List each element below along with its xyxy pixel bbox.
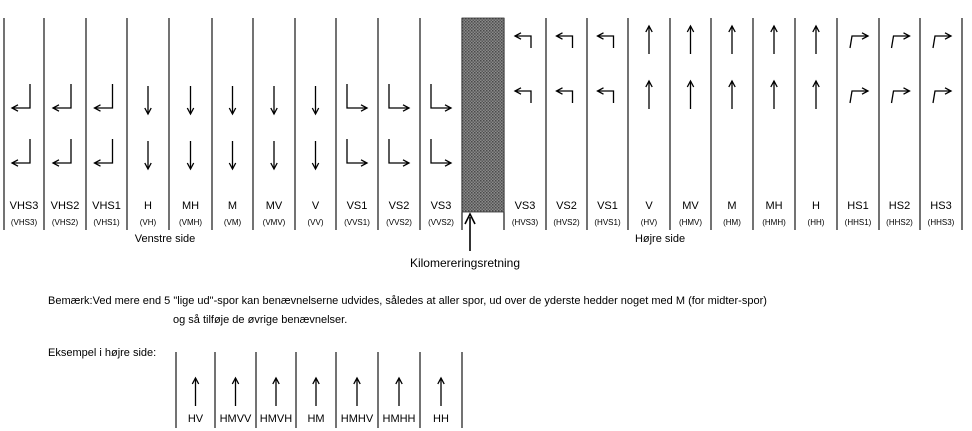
track-label: VS1 (597, 200, 618, 212)
track-arrow-down-right-icon (389, 84, 409, 166)
track-right-6 (762, 26, 786, 227)
right-side-caption: Højre side (634, 233, 686, 245)
track-arrow-up-icon (813, 26, 819, 109)
track-label: MH (765, 200, 783, 212)
track-arrow-down-icon (229, 86, 235, 169)
track-code: (VV) (307, 218, 324, 227)
track-right-7 (808, 26, 825, 227)
track-right-2 (594, 33, 621, 227)
example-track-3 (307, 378, 324, 425)
direction-label: Kilomereringsretning (409, 256, 521, 270)
track-right-10 (928, 33, 955, 227)
track-arrow-up-right-icon (892, 33, 910, 103)
track-arrow-up-right-icon (933, 33, 951, 103)
track-label: V (645, 200, 653, 212)
track-code: (VMH) (178, 218, 203, 227)
track-code: (VH) (139, 218, 157, 227)
track-left-7 (308, 86, 324, 227)
median-strip (462, 18, 504, 212)
track-code: (HVS2) (553, 218, 580, 227)
track-left-3 (140, 86, 157, 227)
track-code: (HVS1) (594, 218, 621, 227)
example-track-6 (433, 378, 449, 425)
track-label: VS2 (556, 200, 577, 212)
note-line-2: og så tilføje de øvrige benævnelser. (173, 314, 348, 326)
track-code: (HH) (807, 218, 825, 227)
track-arrow-down-left-icon (12, 84, 30, 166)
up-arrow-icon (396, 378, 402, 406)
track-arrow-up-icon (646, 26, 652, 109)
track-label: VS3 (430, 200, 452, 212)
track-arrow-up-left-icon (515, 33, 531, 103)
example-title: Eksempel i højre side: (48, 347, 157, 359)
track-code: (HHS3) (927, 218, 955, 227)
track-arrow-up-left-icon (557, 33, 573, 103)
track-label: VS2 (388, 200, 410, 212)
track-arrow-up-icon (771, 26, 777, 109)
direction-arrow-icon (465, 214, 475, 251)
track-label: MV (682, 200, 699, 212)
track-arrow-up-icon (687, 26, 693, 109)
example-track-label: HV (187, 413, 204, 425)
track-code: (HHS1) (844, 218, 872, 227)
track-arrow-down-right-icon (431, 84, 451, 166)
left-side-caption: Venstre side (134, 233, 196, 245)
track-right-8 (845, 33, 872, 227)
example-track-0 (188, 378, 204, 425)
example-track-label: HH (433, 413, 449, 425)
track-left-4 (179, 86, 202, 227)
up-arrow-icon (232, 378, 238, 406)
track-code: (VMV) (262, 218, 286, 227)
track-left-6 (263, 86, 286, 227)
track-right-3 (641, 26, 658, 227)
track-code: (VHS1) (93, 218, 120, 227)
track-right-9 (886, 33, 913, 227)
up-arrow-icon (354, 378, 360, 406)
track-left-2 (92, 84, 121, 227)
track-right-5 (723, 26, 741, 227)
track-arrow-down-icon (145, 86, 151, 169)
up-arrow-icon (438, 378, 444, 406)
track-left-8 (344, 84, 370, 227)
example-track-5 (383, 378, 416, 425)
track-code: (HMV) (678, 218, 703, 227)
track-code: (VVS1) (344, 218, 370, 227)
example-track-label: HMHV (340, 413, 374, 425)
track-right-1 (553, 33, 580, 227)
track-code: (VHS2) (51, 218, 79, 227)
track-label: HS1 (847, 200, 869, 212)
up-arrow-icon (313, 378, 319, 406)
track-label: VS1 (346, 200, 368, 212)
track-arrow-down-left-icon (95, 84, 113, 166)
left-tracks (10, 84, 455, 227)
track-left-9 (386, 84, 412, 227)
track-arrow-up-right-icon (850, 33, 868, 103)
track-code: (HMH) (762, 218, 786, 227)
track-label: VHS2 (50, 200, 80, 212)
track-label: MV (265, 200, 283, 212)
track-label: V (311, 200, 320, 212)
track-arrow-down-right-icon (347, 84, 367, 166)
track-left-1 (51, 84, 80, 227)
example-track-4 (341, 378, 374, 425)
up-arrow-icon (192, 378, 198, 406)
track-left-10 (428, 84, 454, 227)
right-tracks (512, 26, 955, 227)
track-code: (HM) (723, 218, 741, 227)
track-code: (VM) (223, 218, 242, 227)
track-label: HS2 (888, 200, 911, 212)
track-label: M (227, 200, 238, 212)
track-label: H (144, 200, 152, 212)
track-code: (VVS2) (428, 218, 454, 227)
track-arrow-down-icon (312, 86, 318, 169)
example-track-label: HM (307, 413, 325, 425)
track-label: HS3 (930, 200, 952, 212)
track-label: VHS3 (9, 200, 39, 212)
track-right-4 (679, 26, 702, 227)
track-arrow-down-icon (271, 86, 277, 169)
example-track-1 (220, 378, 252, 425)
track-code: (VVS2) (386, 218, 412, 227)
track-arrow-up-left-icon (598, 33, 614, 103)
example-tracks (176, 352, 462, 428)
track-label: H (812, 200, 820, 212)
up-arrow-icon (273, 378, 279, 406)
track-right-0 (512, 33, 539, 227)
track-code: (HHS2) (886, 218, 913, 227)
example-track-2 (260, 378, 292, 425)
example-track-label: HMHH (382, 413, 416, 425)
track-code: (HVS3) (511, 218, 539, 227)
track-code: (VHS3) (10, 218, 38, 227)
track-label: VS3 (514, 200, 536, 212)
example-track-label: HMVH (259, 413, 293, 425)
track-code: (HV) (640, 218, 658, 227)
track-left-0 (10, 84, 39, 227)
track-label: MH (181, 200, 200, 212)
track-label: M (727, 200, 737, 212)
track-left-5 (224, 86, 242, 227)
example-track-label: HMVV (219, 413, 252, 425)
track-arrow-up-icon (729, 26, 735, 109)
note-line-1: Bemærk:Ved mere end 5 "lige ud"-spor kan benævnelserne udvides, således at aller spor, ud over de yderste hedder noget med M (for midter-spor) (48, 295, 767, 307)
track-arrow-down-icon (187, 86, 193, 169)
track-label: VHS1 (92, 200, 121, 212)
track-arrow-down-left-icon (53, 84, 71, 166)
